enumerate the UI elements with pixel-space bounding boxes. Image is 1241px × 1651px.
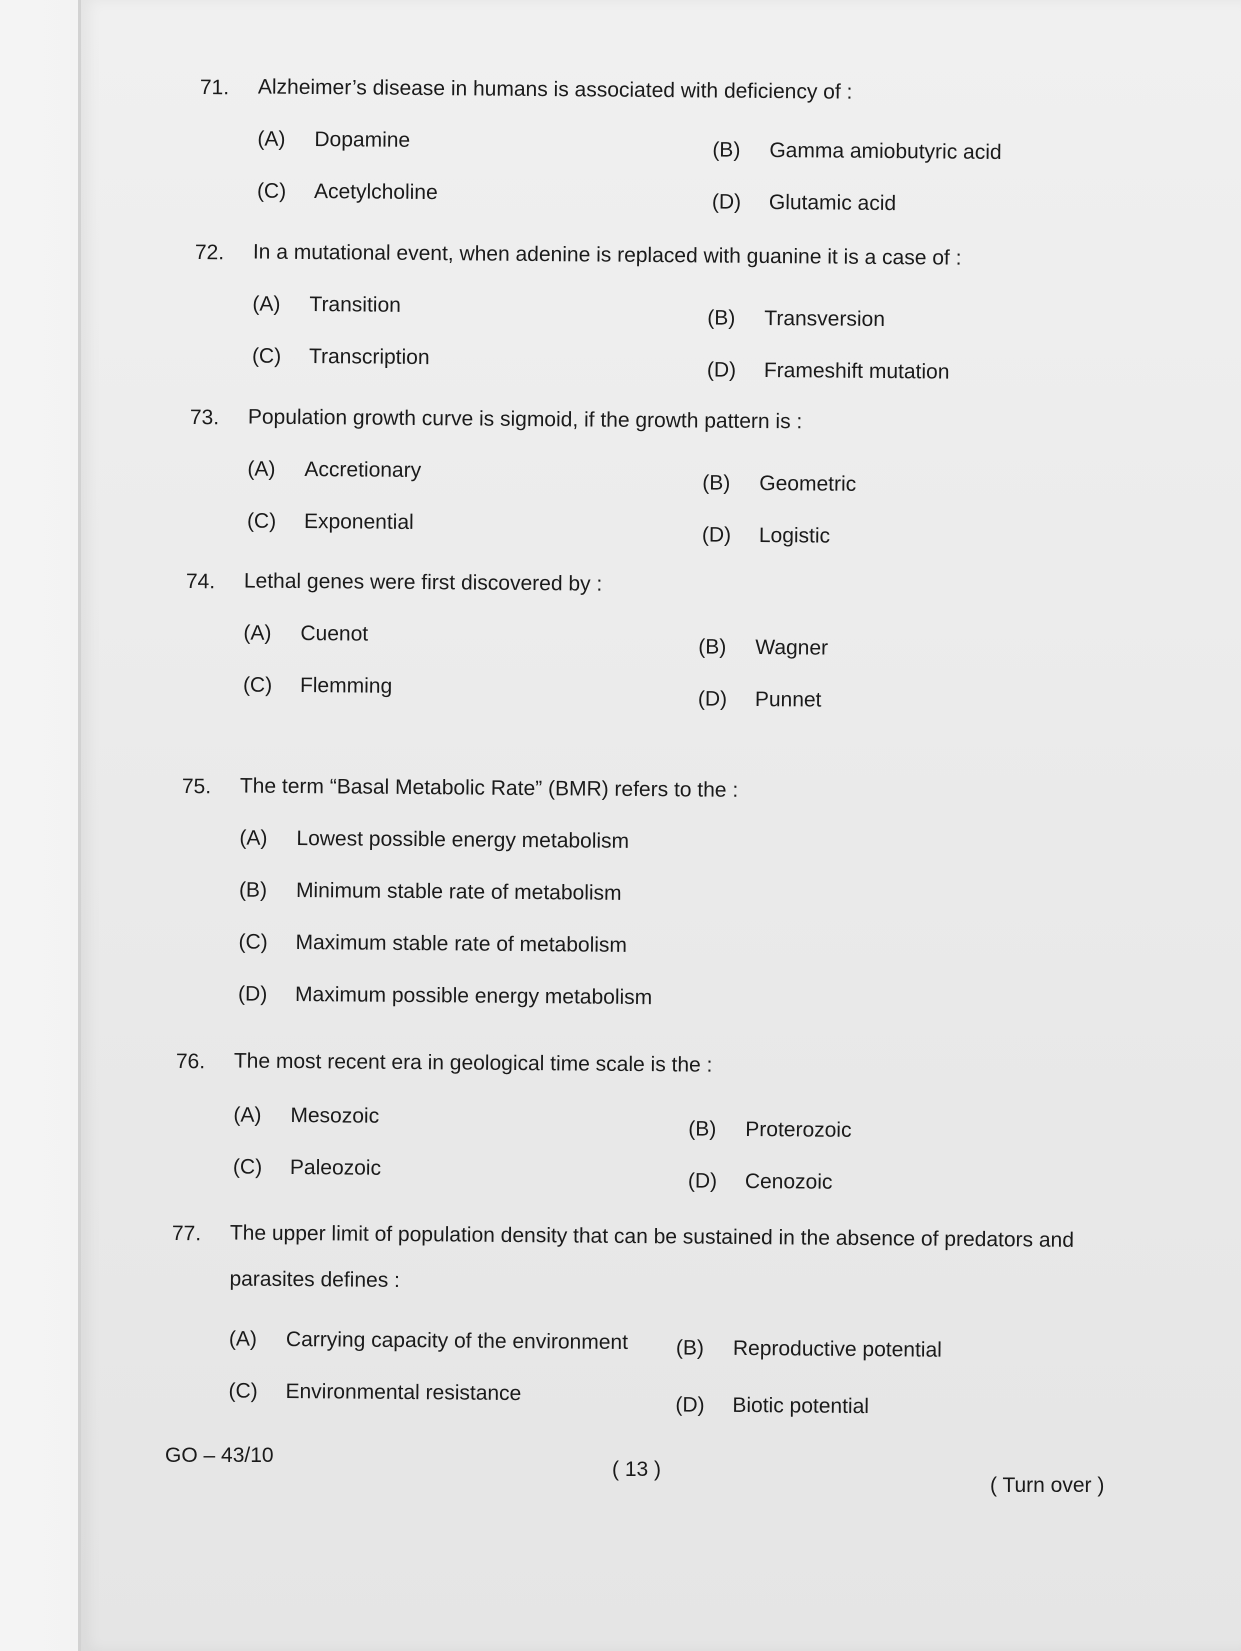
question-number: 74. <box>185 570 216 594</box>
option-label: (A) <box>239 826 268 850</box>
option-a <box>252 293 401 318</box>
option-b <box>698 635 828 660</box>
question-number: 73. <box>189 406 220 430</box>
option-text: Mesozoic <box>290 1104 380 1128</box>
option-text: Dopamine <box>314 128 411 152</box>
paper-code: GO – 43/10 <box>165 1444 274 1467</box>
option-a <box>243 622 368 647</box>
question-text: Lethal genes were first discovered by : <box>243 569 603 596</box>
option-c <box>228 1380 521 1407</box>
option-a <box>239 827 629 854</box>
option-text: Gamma amiobutyric acid <box>769 138 1002 164</box>
question-number: 76. <box>175 1050 206 1074</box>
option-text: Paleozoic <box>289 1155 382 1180</box>
option-label: (A) <box>228 1327 258 1351</box>
option-label: (D) <box>697 687 728 711</box>
option-d <box>702 523 830 548</box>
option-label: (B) <box>712 138 741 162</box>
option-c <box>257 180 438 206</box>
option-label: (B) <box>688 1117 717 1141</box>
option-b <box>712 138 1001 165</box>
option-d <box>238 982 652 1010</box>
option-label: (B) <box>698 635 727 659</box>
option-d <box>712 190 896 216</box>
option-text: Frameshift mutation <box>763 358 950 384</box>
option-a <box>247 458 421 484</box>
option-d <box>707 358 950 384</box>
option-c <box>252 345 430 371</box>
option-b <box>239 879 622 906</box>
question-number: 77. <box>171 1222 202 1246</box>
option-label: (B) <box>238 878 268 902</box>
option-text: Glutamic acid <box>768 190 897 216</box>
option-text: Lowest possible energy metabolism <box>296 827 630 853</box>
option-text: Wagner <box>755 635 829 660</box>
option-label: (B) <box>707 306 736 330</box>
option-d <box>688 1169 833 1194</box>
question-number: 72. <box>194 241 225 265</box>
option-text: Accretionary <box>304 458 422 483</box>
question-text: The term “Basal Metabolic Rate” (BMR) refers to the : <box>239 774 739 802</box>
option-label: (D) <box>701 523 732 547</box>
option-text: Cuenot <box>300 622 369 646</box>
option-text: Cenozoic <box>744 1169 833 1194</box>
option-b <box>707 306 885 332</box>
option-label: (C) <box>246 509 277 533</box>
option-label: (C) <box>251 344 282 368</box>
option-c <box>238 931 627 958</box>
option-c <box>233 1156 381 1181</box>
option-label: (A) <box>247 457 276 481</box>
option-b <box>688 1117 851 1142</box>
option-a <box>233 1104 379 1129</box>
option-label: (B) <box>702 471 731 495</box>
option-text: Maximum stable rate of metabolism <box>295 930 628 957</box>
question-text: Population growth curve is sigmoid, if the growth pattern is : <box>247 405 803 434</box>
option-d <box>698 687 822 712</box>
option-label: (A) <box>257 127 286 151</box>
option-text: Punnet <box>754 687 822 712</box>
question-number: 75. <box>181 775 212 799</box>
option-label: (A) <box>243 621 272 645</box>
option-text: Carrying capacity of the environment <box>285 1327 629 1354</box>
option-d <box>675 1393 869 1419</box>
question-text: The upper limit of population density that can be sustained in the absence of predators and parasites defines : <box>229 1221 1075 1292</box>
option-c <box>243 674 392 699</box>
option-label: (D) <box>687 1169 718 1193</box>
option-text: Flemming <box>299 673 393 698</box>
option-text: Reproductive potential <box>732 1336 942 1362</box>
option-text: Transversion <box>764 306 886 332</box>
option-label: (D) <box>675 1393 705 1417</box>
option-text: Exponential <box>303 509 414 534</box>
option-label: (C) <box>228 1379 258 1403</box>
option-text: Logistic <box>758 523 831 548</box>
option-a <box>257 128 410 153</box>
option-c <box>247 510 414 535</box>
option-text: Proterozoic <box>745 1117 852 1142</box>
option-label: (D) <box>706 358 737 382</box>
option-b <box>702 471 856 496</box>
question-text: In a mutational event, when adenine is replaced with guanine it is a case of : <box>252 240 962 270</box>
option-label: (C) <box>238 930 268 954</box>
option-label: (A) <box>233 1103 262 1127</box>
option-text: Transition <box>309 293 401 317</box>
turn-over-note: ( Turn over ) <box>990 1474 1105 1497</box>
option-text: Environmental resistance <box>285 1379 522 1406</box>
option-b <box>676 1336 942 1362</box>
option-label: (D) <box>711 190 742 214</box>
option-label: (C) <box>242 673 273 697</box>
question-text: Alzheimer’s disease in humans is associated with deficiency of : <box>257 75 853 104</box>
option-text: Minimum stable rate of metabolism <box>295 878 622 905</box>
page-number: ( 13 ) <box>612 1458 662 1481</box>
option-label: (A) <box>252 292 281 316</box>
question-text: The most recent era in geological time scale is the : <box>233 1049 713 1077</box>
option-label: (C) <box>232 1155 263 1179</box>
option-text: Transcription <box>308 344 430 370</box>
option-text: Biotic potential <box>732 1393 870 1419</box>
option-text: Geometric <box>759 471 857 496</box>
question-number: 71. <box>199 76 230 100</box>
option-text: Acetylcholine <box>313 179 438 205</box>
option-label: (D) <box>237 982 268 1006</box>
option-a <box>229 1328 628 1355</box>
option-label: (C) <box>256 179 287 203</box>
option-label: (B) <box>675 1336 705 1360</box>
option-text: Maximum possible energy metabolism <box>294 982 653 1010</box>
